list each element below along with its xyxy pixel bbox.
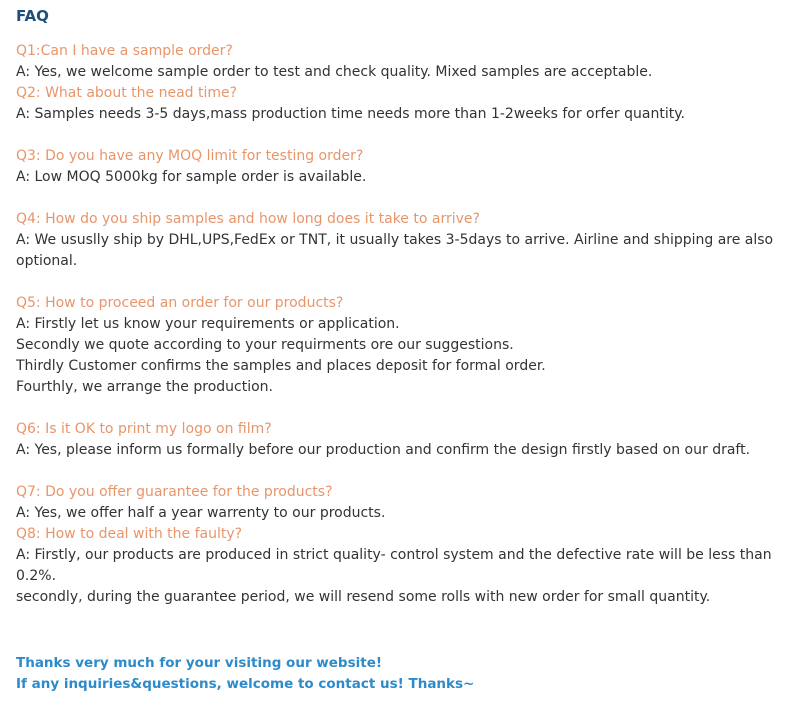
contact-message: If any inquiries&questions, welcome to contact us! Thanks~ [16,676,475,692]
faq-answer-3: A: Low MOQ 5000kg for sample order is available. [16,169,367,185]
faq-question-3: Q3: Do you have any MOQ limit for testing order? [16,148,364,164]
faq-answer-5-line-2: Secondly we quote according to your requirments ore our suggestions. [16,337,514,353]
faq-answer-8-line-2: secondly, during the guarantee period, we will resend some rolls with new order for small quantity. [16,589,711,605]
faq-question-5: Q5: How to proceed an order for our products? [16,295,344,311]
faq-answer-2: A: Samples needs 3-5 days,mass production time needs more than 1-2weeks for orfer quantity. [16,106,685,122]
faq-answer-5-line-4: Fourthly, we arrange the production. [16,379,273,395]
faq-answer-4: A: We ususlly ship by DHL,UPS,FedEx or TNT, it usually takes 3-5days to arrive. Airline and shipping are also optional. [16,232,774,269]
thanks-message: Thanks very much for your visiting our website! [16,655,383,671]
faq-answer-5-line-1: A: Firstly let us know your requirements or application. [16,316,400,332]
faq-answer-7: A: Yes, we offer half a year warrenty to our products. [16,505,386,521]
faq-question-2: Q2: What about the nead time? [16,85,238,101]
faq-answer-1: A: Yes, we welcome sample order to test and check quality. Mixed samples are acceptable. [16,64,653,80]
faq-question-4: Q4: How do you ship samples and how long does it take to arrive? [16,211,480,227]
faq-answer-6: A: Yes, please inform us formally before our production and confirm the design firstly based on our draft. [16,442,751,458]
faq-question-7: Q7: Do you offer guarantee for the products? [16,484,333,500]
faq-question-8: Q8: How to deal with the faulty? [16,526,243,542]
faq-question-1: Q1:Can I have a sample order? [16,43,233,59]
faq-answer-5-line-3: Thirdly Customer confirms the samples and places deposit for formal order. [16,358,546,374]
faq-answer-8-line-1: A: Firstly, our products are produced in strict quality- control system and the defective rate will be less than 0.2%. [16,547,772,584]
faq-title: FAQ [16,7,49,25]
faq-question-6: Q6: Is it OK to print my logo on film? [16,421,272,437]
